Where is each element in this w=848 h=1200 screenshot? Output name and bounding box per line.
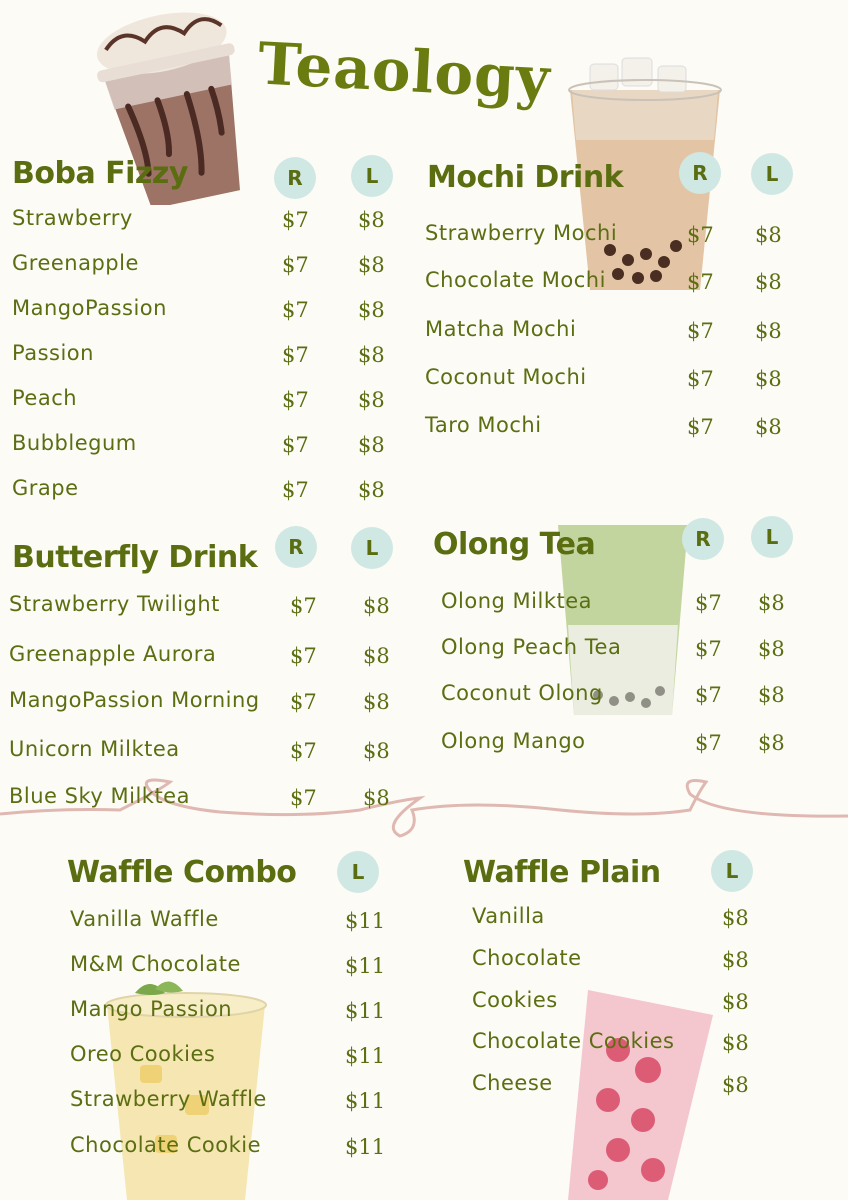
menu-item-name: Mango Passion bbox=[70, 997, 233, 1021]
menu-item-price-large: $8 bbox=[358, 298, 385, 322]
menu-item-price-large: $8 bbox=[722, 1031, 749, 1055]
page-title: Teaology bbox=[256, 29, 553, 113]
section-heading-mochi-drink: Mochi Drink bbox=[427, 160, 624, 195]
menu-item-name: Olong Mango bbox=[441, 729, 586, 753]
menu-item-price-large: $11 bbox=[345, 909, 386, 933]
size-badge-regular: R bbox=[274, 157, 316, 199]
menu-item-price-large: $8 bbox=[722, 906, 749, 930]
menu-item-name: Bubblegum bbox=[12, 431, 137, 455]
menu-item-name: Blue Sky Milktea bbox=[9, 784, 190, 808]
menu-item-name: MangoPassion bbox=[12, 296, 167, 320]
menu-item-name: Cheese bbox=[472, 1071, 553, 1095]
menu-item-name: Coconut Olong bbox=[441, 681, 603, 705]
menu-item-price-large: $8 bbox=[758, 683, 785, 707]
menu-item-name: Strawberry bbox=[12, 206, 133, 230]
menu-item-price-large: $8 bbox=[755, 270, 782, 294]
section-heading-olong-tea: Olong Tea bbox=[433, 527, 596, 562]
menu-item-price-regular: $7 bbox=[695, 683, 722, 707]
section-heading-waffle-combo: Waffle Combo bbox=[67, 855, 297, 890]
menu-item-price-large: $8 bbox=[722, 1073, 749, 1097]
menu-item-price-regular: $7 bbox=[282, 208, 309, 232]
menu-item-name: Peach bbox=[12, 386, 78, 410]
menu-item-price-large: $8 bbox=[358, 433, 385, 457]
menu-item-price-large: $11 bbox=[345, 999, 386, 1023]
menu-item-name: MangoPassion Morning bbox=[9, 688, 260, 712]
menu-item-price-large: $11 bbox=[345, 1044, 386, 1068]
menu-item-price-large: $8 bbox=[722, 948, 749, 972]
menu-item-price-large: $8 bbox=[363, 644, 390, 668]
section-heading-butterfly-drink: Butterfly Drink bbox=[12, 540, 258, 575]
menu-item-price-large: $8 bbox=[363, 786, 390, 810]
menu-item-price-regular: $7 bbox=[282, 388, 309, 412]
section-heading-waffle-plain: Waffle Plain bbox=[463, 855, 661, 890]
menu-item-price-regular: $7 bbox=[687, 270, 714, 294]
menu-item-name: M&M Chocolate bbox=[70, 952, 241, 976]
menu-item-name: Strawberry Mochi bbox=[425, 221, 618, 245]
menu-item-price-regular: $7 bbox=[695, 731, 722, 755]
menu-item-price-regular: $7 bbox=[282, 298, 309, 322]
menu-item-name: Oreo Cookies bbox=[70, 1042, 216, 1066]
menu-item-name: Greenapple Aurora bbox=[9, 642, 217, 666]
menu-item-price-regular: $7 bbox=[282, 478, 309, 502]
menu-item-price-regular: $7 bbox=[290, 739, 317, 763]
menu-item-name: Passion bbox=[12, 341, 94, 365]
section-heading-boba-fizzy: Boba Fizzy bbox=[12, 156, 188, 191]
menu-item-price-large: $8 bbox=[755, 367, 782, 391]
menu-item-price-regular: $7 bbox=[290, 690, 317, 714]
menu-item-name: Cookies bbox=[472, 988, 558, 1012]
size-badge-large: L bbox=[751, 153, 793, 195]
menu-item-price-large: $8 bbox=[722, 990, 749, 1014]
menu-item-price-large: $8 bbox=[758, 731, 785, 755]
menu-item-name: Strawberry Waffle bbox=[70, 1087, 267, 1111]
menu-item-price-large: $8 bbox=[358, 253, 385, 277]
size-badge-regular: R bbox=[275, 526, 317, 568]
menu-item-price-regular: $7 bbox=[282, 253, 309, 277]
menu-item-price-large: $8 bbox=[358, 388, 385, 412]
menu-item-price-regular: $7 bbox=[687, 415, 714, 439]
menu-item-price-large: $8 bbox=[755, 319, 782, 343]
menu-item-price-regular: $7 bbox=[687, 223, 714, 247]
menu-item-price-regular: $7 bbox=[687, 367, 714, 391]
size-badge-large: L bbox=[351, 527, 393, 569]
menu-item-name: Olong Peach Tea bbox=[441, 635, 622, 659]
size-badge-large: L bbox=[751, 516, 793, 558]
menu-item-name: Chocolate Cookies bbox=[472, 1029, 675, 1053]
menu-item-price-regular: $7 bbox=[290, 594, 317, 618]
menu-item-price-large: $11 bbox=[345, 1089, 386, 1113]
menu-item-name: Chocolate Mochi bbox=[425, 268, 606, 292]
menu-item-price-large: $8 bbox=[363, 739, 390, 763]
size-badge-regular: R bbox=[682, 518, 724, 560]
menu-item-name: Vanilla Waffle bbox=[70, 907, 219, 931]
strawberry-fruit-tea-illustration bbox=[548, 990, 718, 1200]
size-badge-large: L bbox=[711, 850, 753, 892]
menu-item-price-large: $8 bbox=[758, 591, 785, 615]
menu-item-price-large: $8 bbox=[358, 343, 385, 367]
menu-item-price-regular: $7 bbox=[282, 343, 309, 367]
menu-item-price-regular: $7 bbox=[687, 319, 714, 343]
menu-item-price-regular: $7 bbox=[290, 786, 317, 810]
menu-item-price-large: $8 bbox=[358, 208, 385, 232]
menu-item-price-regular: $7 bbox=[695, 637, 722, 661]
menu-item-price-large: $8 bbox=[755, 415, 782, 439]
menu-item-price-regular: $7 bbox=[290, 644, 317, 668]
menu-item-name: Coconut Mochi bbox=[425, 365, 587, 389]
menu-item-price-large: $8 bbox=[755, 223, 782, 247]
menu-item-name: Chocolate bbox=[472, 946, 582, 970]
menu-item-price-large: $8 bbox=[758, 637, 785, 661]
menu-item-name: Chocolate Cookie bbox=[70, 1133, 262, 1157]
menu-item-price-large: $8 bbox=[358, 478, 385, 502]
menu-item-price-regular: $7 bbox=[695, 591, 722, 615]
size-badge-large: L bbox=[351, 155, 393, 197]
size-badge-regular: R bbox=[679, 152, 721, 194]
menu-item-price-large: $8 bbox=[363, 594, 390, 618]
menu-item-name: Strawberry Twilight bbox=[9, 592, 220, 616]
menu-item-price-large: $11 bbox=[345, 954, 386, 978]
menu-item-name: Taro Mochi bbox=[425, 413, 542, 437]
menu-item-name: Olong Milktea bbox=[441, 589, 592, 613]
menu-item-price-large: $11 bbox=[345, 1135, 386, 1159]
menu-item-name: Unicorn Milktea bbox=[9, 737, 180, 761]
size-badge-large: L bbox=[337, 851, 379, 893]
menu-item-name: Vanilla bbox=[472, 904, 545, 928]
menu-item-price-regular: $7 bbox=[282, 433, 309, 457]
menu-item-name: Matcha Mochi bbox=[425, 317, 577, 341]
menu-item-name: Grape bbox=[12, 476, 79, 500]
menu-item-name: Greenapple bbox=[12, 251, 139, 275]
menu-item-price-large: $8 bbox=[363, 690, 390, 714]
